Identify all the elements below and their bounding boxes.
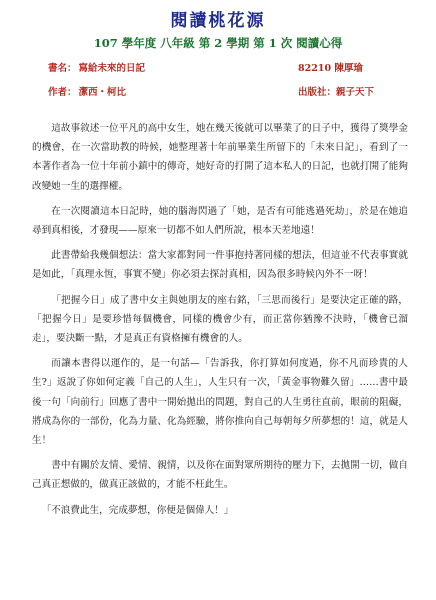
author-info-row [48, 84, 408, 98]
body-paragraph: 而讓本書得以運作的，是一句話—「告訴我，你打算如何度過，你不凡而珍貴的人生?」返說了你如何定義「自己的人生」，人生只有一次，「黃金事物難久留」……書中最後一句「向前行」回應了書中一開始拋出的問題，對自己的人生勇往直前，眼前的阻礙，將成為你的一部份，化為力量、化為經驗，將你推向自己每朝每夕所夢想的！這，就是人生！ [32, 358, 408, 447]
publisher-info [298, 84, 374, 98]
book-title-label: 書名： [48, 63, 77, 74]
student-info: 82210 陳厚瑜 [298, 63, 363, 74]
body-paragraph: 這故事敘述一位平凡的高中女生，她在幾天後就可以畢業了的日子中，獲得了獎學金的機會，在一次當助教的時候，她整理著十年前畢業生所留下的「未來日記」，看到了一本著作者為一位十年前小鎮中的傳奇，她好奇的打開了這本私人的日記，也就打開了能夠改變她一生的選擇權。 [32, 123, 408, 192]
report-subtitle: 107 學年度 八年級 第 2 學期 第 1 次 閱讀心得 [93, 36, 343, 50]
book-title: 寫給未來的日記 [78, 63, 146, 74]
body-paragraph: 此書帶給我幾個想法：當大家都對同一件事抱持著同樣的想法，但這並不代表事實就是如此，「真理永恆，事實不變」你必須去探討真相，因為很多時候內外不一呀！ [32, 250, 408, 281]
body-paragraph: 書中有關於友情、愛情、親情，以及你在面對眾所期待的壓力下，去拋開一切，做自己真正想做的，做真正該做的，才能不枉此生。 [32, 460, 408, 491]
author-name: 潔西・柯比 [78, 87, 127, 98]
closing-quote: 「不浪費此生，完成夢想，你便是個偉人！」 [41, 504, 234, 516]
publisher-label: 出版社： [298, 87, 337, 98]
publisher-name: 親子天下 [336, 87, 375, 98]
book-info-row [48, 60, 408, 74]
report-body [32, 119, 408, 526]
body-paragraph: 「把握今日」成了書中女主與她朋友的座右銘，「三思而後行」是要決定正確的路，「把握今日」是要珍惜每個機會，同樣的機會少有，而正當你猶豫不決時，「機會已溜走」，要決斷一點，才是真正有資格擁有機會的人。 [32, 294, 408, 345]
author-label: 作者： [48, 87, 77, 98]
page-title: 閱讀桃花源 [170, 11, 266, 31]
body-paragraph: 在一次閱讀這本日記時，她的腦海閃過了「她，是否有可能逃過死劫」，於是在她追尋到真相後，才發現——原來一切都不如人們所說，根本天差地遠！ [32, 205, 408, 237]
